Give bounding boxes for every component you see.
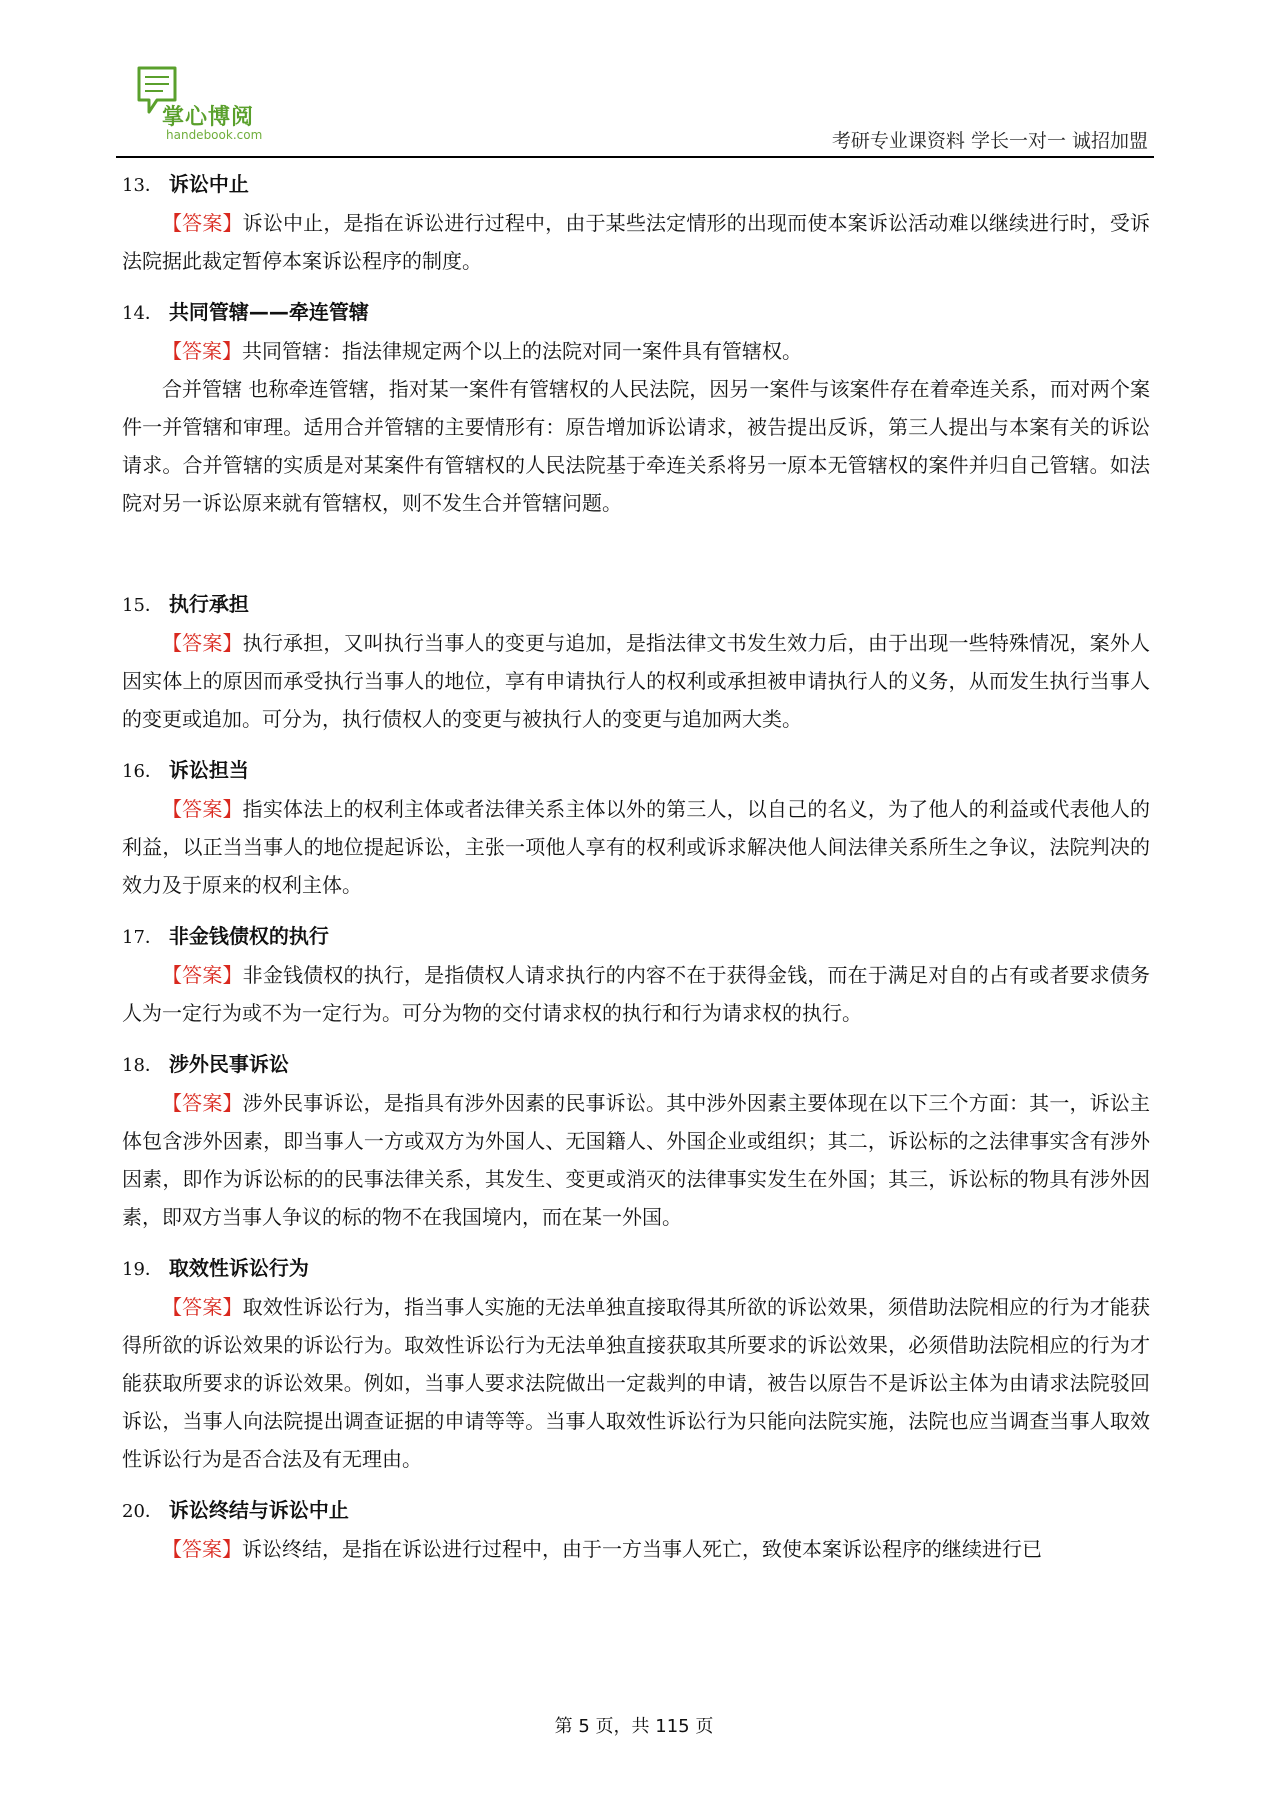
term-name: 非金钱债权的执行 [168, 924, 329, 948]
answer-tag: 【答案】 [162, 631, 243, 655]
term-name: 执行承担 [168, 592, 249, 616]
term-number: 16． [122, 761, 163, 782]
term-title [122, 752, 1150, 790]
page-number-footer: 第 5 页，共 115 页 [554, 1716, 714, 1737]
answer-text: 取效性诉讼行为，指当事人实施的无法单独直接取得其所欲的诉讼效果，须借助法院相应的行为才能获得所欲的诉讼效果的诉讼行为。取效性诉讼行为无法单独直接获取其所要求的诉讼效果，必须借助法院相应的行为才能获取所要求的诉讼效果。例如，当事人要求法院做出一定裁判的申请，被告以原告不是诉讼主体为由请求法院驳回诉讼，当事人向法院提出调查证据的申请等等。当事人取效性诉讼行为只能向法院实施，法院也应当调查当事人取效性诉讼行为是否合法及有无理由。 [122, 1295, 1151, 1471]
term-title [122, 1046, 1150, 1084]
term-title [122, 166, 1150, 204]
document-body [122, 166, 1150, 1582]
term-entry [122, 166, 1150, 280]
term-entry [122, 1046, 1150, 1236]
term-number: 13． [122, 175, 163, 196]
header-divider [116, 156, 1154, 158]
logo-text: 掌心博阅 [162, 105, 255, 130]
term-title [122, 1250, 1150, 1288]
answer-paragraph [122, 204, 1150, 280]
logo-url: handebook.com [166, 128, 263, 142]
term-name: 诉讼中止 [168, 172, 249, 196]
answer-text: 诉讼中止，是指在诉讼进行过程中，由于某些法定情形的出现而使本案诉讼活动难以继续进行时，受诉法院据此裁定暂停本案诉讼程序的制度。 [122, 211, 1151, 273]
answer-paragraph: 合并管辖 也称牵连管辖，指对某一案件有管辖权的人民法院，因另一案件与该案件存在着牵连关系，而对两个案件一并管辖和审理。适用合并管辖的主要情形有：原告增加诉讼请求，被告提出反诉，第三人提出与本案有关的诉讼请求。合并管辖的实质是对某案件有管辖权的人民法院基于牵连关系将另一原本无管辖权的案件并归自己管辖。如法院对另一诉讼原来就有管辖权，则不发生合并管辖问题。 [122, 377, 1150, 515]
term-number: 17． [122, 927, 163, 948]
term-name: 取效性诉讼行为 [168, 1256, 309, 1280]
term-number: 18． [122, 1055, 163, 1076]
page-header [0, 0, 1268, 160]
term-title [122, 1492, 1150, 1530]
answer-tag: 【答案】 [162, 1091, 243, 1115]
term-entry [122, 918, 1150, 1032]
term-name: 诉讼终结与诉讼中止 [168, 1498, 349, 1522]
answer-tag: 【答案】 [162, 1295, 243, 1319]
answer-paragraph [122, 790, 1150, 904]
term-number: 19． [122, 1259, 163, 1280]
answer-paragraph [122, 1288, 1150, 1478]
term-entry [122, 1492, 1150, 1568]
answer-text: 共同管辖：指法律规定两个以上的法院对同一案件具有管辖权。 [242, 339, 802, 363]
answer-text: 涉外民事诉讼，是指具有涉外因素的民事诉讼。其中涉外因素主要体现在以下三个方面：其一，诉讼主体包含涉外因素，即当事人一方或双方为外国人、无国籍人、外国企业或组织；其二，诉讼标的之法律事实含有涉外因素，即作为诉讼标的的民事法律关系，其发生、变更或消灭的法律事实发生在外国；其三，诉讼标的物具有涉外因素，即双方当事人争议的标的物不在我国境内，而在某一外国。 [122, 1091, 1151, 1229]
term-entry [122, 752, 1150, 904]
header-slogan: 考研专业课资料 学长一对一 诚招加盟 [831, 130, 1148, 152]
term-entry [122, 294, 1150, 522]
answer-tag: 【答案】 [162, 211, 243, 235]
answer-text: 执行承担，又叫执行当事人的变更与追加，是指法律文书发生效力后，由于出现一些特殊情况，案外人因实体上的原因而承受执行当事人的地位，享有申请执行人的权利或承担被申请执行人的义务，从而发生执行当事人的变更或追加。可分为，执行债权人的变更与被执行人的变更与追加两大类。 [122, 631, 1151, 731]
answer-text: 指实体法上的权利主体或者法律关系主体以外的第三人，以自己的名义，为了他人的利益或代表他人的利益，以正当当事人的地位提起诉讼，主张一项他人享有的权利或诉求解决他人间法律关系所生之争议，法院判决的效力及于原来的权利主体。 [122, 797, 1151, 897]
answer-paragraph [122, 956, 1150, 1032]
section-gap [122, 536, 1150, 586]
term-number: 14． [122, 303, 163, 324]
term-name: 涉外民事诉讼 [168, 1052, 289, 1076]
term-name: 诉讼担当 [168, 758, 249, 782]
answer-paragraph [122, 1530, 1150, 1568]
answer-paragraph [122, 1084, 1150, 1236]
answer-text: 诉讼终结，是指在诉讼进行过程中，由于一方当事人死亡，致使本案诉讼程序的继续进行已 [242, 1537, 1042, 1561]
term-number: 15． [122, 595, 163, 616]
term-entry [122, 1250, 1150, 1478]
term-title [122, 294, 1150, 332]
answer-paragraph [122, 624, 1150, 738]
term-number: 20． [122, 1501, 163, 1522]
term-name: 共同管辖——牵连管辖 [168, 300, 369, 324]
term-entry [122, 586, 1150, 738]
answer-tag: 【答案】 [162, 1537, 242, 1561]
answer-text: 非金钱债权的执行，是指债权人请求执行的内容不在于获得金钱，而在于满足对自的占有或者要求债务人为一定行为或不为一定行为。可分为物的交付请求权的执行和行为请求权的执行。 [122, 963, 1151, 1025]
term-title [122, 586, 1150, 624]
answer-paragraph [122, 332, 1150, 370]
answer-tag: 【答案】 [162, 339, 242, 363]
answer-tag: 【答案】 [162, 963, 243, 987]
term-title [122, 918, 1150, 956]
answer-tag: 【答案】 [162, 797, 243, 821]
